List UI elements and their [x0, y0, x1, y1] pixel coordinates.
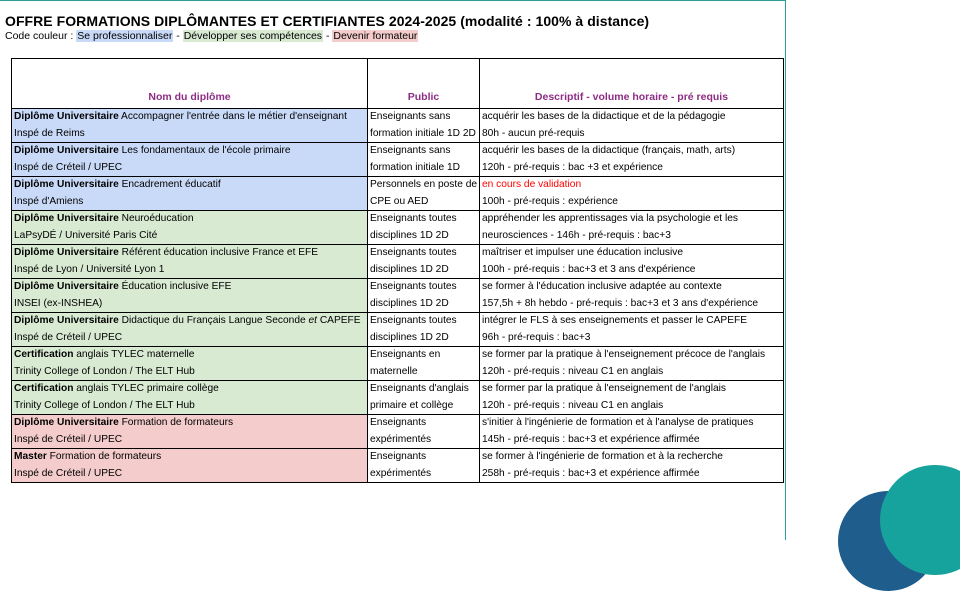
- cell-descriptif: [480, 143, 784, 177]
- institution: Inspé de Créteil / UPEC: [14, 467, 123, 479]
- table-row: [12, 449, 784, 483]
- legend-item-professionnaliser: Se professionnaliser: [77, 30, 173, 42]
- public-line-1: Enseignants toutes: [370, 213, 457, 224]
- descriptif-line-2: neurosciences - 146h - pré-requis : bac+3: [482, 229, 671, 241]
- cell-nom-diplome: [12, 381, 368, 415]
- public-line-1: Enseignants toutes: [370, 315, 457, 326]
- descriptif-line-1: acquérir les bases de la didactique et de la pédagogie: [482, 111, 726, 122]
- diploma-name: [14, 381, 365, 398]
- table-row: [12, 109, 784, 143]
- diploma-title: Référent éducation inclusive France et EFE: [118, 247, 319, 258]
- diploma-title: Formation de formateurs: [46, 451, 162, 462]
- diploma-name: [14, 279, 365, 296]
- cell-nom-diplome: [12, 177, 368, 211]
- cell-public: [368, 347, 480, 381]
- cell-descriptif: [480, 177, 784, 211]
- table-row: [12, 313, 784, 347]
- header-descriptif: Descriptif - volume horaire - pré requis: [480, 59, 784, 109]
- descriptif-line-2: 80h - aucun pré-requis: [482, 127, 585, 139]
- diploma-type: Diplôme Universitaire: [14, 315, 119, 326]
- cell-nom-diplome: [12, 109, 368, 143]
- descriptif-line-1: maîtriser et impulser une éducation inclusive: [482, 247, 684, 258]
- public-line-1: Enseignants: [370, 417, 427, 428]
- cell-nom-diplome: [12, 279, 368, 313]
- cell-public: [368, 279, 480, 313]
- diploma-name: [14, 313, 365, 330]
- public-line-1: Enseignants toutes: [370, 281, 457, 292]
- public-line-2: CPE ou AED: [370, 195, 429, 207]
- institution: Inspé de Reims: [14, 127, 85, 139]
- public-line-1: Personnels en poste de: [370, 179, 478, 190]
- public-line-2: formation initiale 1D 2D: [370, 127, 476, 139]
- cell-nom-diplome: [12, 415, 368, 449]
- cell-nom-diplome: [12, 245, 368, 279]
- institution: Inspé de Créteil / UPEC: [14, 433, 123, 445]
- cell-descriptif: [480, 381, 784, 415]
- public-line-2: disciplines 1D 2D: [370, 229, 449, 241]
- descriptif-line-1: se former par la pratique à l'enseignement de l'anglais: [482, 383, 727, 394]
- cell-public: [368, 109, 480, 143]
- descriptif-line-1: se former à l'ingénierie de formation et à la recherche: [482, 451, 723, 462]
- cell-descriptif: [480, 279, 784, 313]
- table-header-row: [12, 59, 784, 109]
- institution: INSEI (ex-INSHEA): [14, 297, 103, 309]
- public-line-1: Enseignants toutes: [370, 247, 457, 258]
- table-row: [12, 245, 784, 279]
- descriptif-line-1: acquérir les bases de la didactique (français, math, arts): [482, 145, 736, 156]
- legend-item-formateur: Devenir formateur: [333, 30, 418, 42]
- cell-descriptif: [480, 449, 784, 483]
- public-line-2: disciplines 1D 2D: [370, 297, 449, 309]
- public-line-1: Enseignants sans: [370, 111, 451, 122]
- color-legend: [5, 30, 418, 42]
- cell-nom-diplome: [12, 143, 368, 177]
- public-line-2: expérimentés: [370, 467, 432, 479]
- descriptif-line-1: s'initier à l'ingénierie de formation et à l'analyse de pratiques: [482, 417, 754, 428]
- table-body: [12, 109, 784, 483]
- diploma-name: [14, 143, 365, 160]
- cell-public: [368, 177, 480, 211]
- diploma-name: [14, 211, 365, 228]
- table-row: [12, 415, 784, 449]
- institution: Inspé de Créteil / UPEC: [14, 331, 123, 343]
- public-line-2: expérimentés: [370, 433, 432, 445]
- diploma-title: anglais TYLEC primaire collège: [73, 383, 219, 394]
- cell-nom-diplome: [12, 449, 368, 483]
- cell-nom-diplome: [12, 347, 368, 381]
- descriptif-line-2: 120h - pré-requis : bac +3 et expérience: [482, 161, 663, 173]
- descriptif-line-2: 145h - pré-requis : bac+3 et expérience affirmée: [482, 433, 700, 445]
- descriptif-line-2: 100h - pré-requis : expérience: [482, 195, 618, 207]
- table-row: [12, 177, 784, 211]
- cell-public: [368, 245, 480, 279]
- cell-public: [368, 143, 480, 177]
- descriptif-line-2: 157,5h + 8h hebdo - pré-requis : bac+3 et 3 ans d'expérience: [482, 297, 759, 309]
- formations-table: [11, 58, 784, 483]
- descriptif-line-2: 100h - pré-requis : bac+3 et 3 ans d'expérience: [482, 263, 696, 275]
- public-line-2: disciplines 1D 2D: [370, 331, 449, 343]
- cell-descriptif: [480, 347, 784, 381]
- table-row: [12, 279, 784, 313]
- institution: Inspé de Créteil / UPEC: [14, 161, 123, 173]
- institution: LaPsyDÉ / Université Paris Cité: [14, 229, 158, 241]
- diploma-type: Diplôme Universitaire: [14, 111, 119, 122]
- diploma-name: [14, 109, 365, 126]
- descriptif-line-1: en cours de validation: [482, 179, 582, 190]
- header-public: Public: [368, 59, 480, 109]
- cell-public: [368, 381, 480, 415]
- diploma-type: Diplôme Universitaire: [14, 281, 119, 292]
- descriptif-line-1: intégrer le FLS à ses enseignements et passer le CAPEFE: [482, 315, 748, 326]
- public-line-2: formation initiale 1D: [370, 161, 461, 173]
- diploma-title: Éducation inclusive EFE: [118, 281, 232, 292]
- legend-separator: -: [173, 30, 183, 42]
- descriptif-line-1: se former à l'éducation inclusive adaptée au contexte: [482, 281, 722, 292]
- page-title: OFFRE FORMATIONS DIPLÔMANTES ET CERTIFIANTES 2024-2025 (modalité : 100% à distance): [5, 13, 650, 29]
- cell-descriptif: [480, 109, 784, 143]
- diploma-type: Diplôme Universitaire: [14, 247, 119, 258]
- diploma-type: Certification: [14, 349, 74, 360]
- cell-descriptif: [480, 211, 784, 245]
- descriptif-line-2: 120h - pré-requis : niveau C1 en anglais: [482, 399, 664, 411]
- public-line-1: Enseignants en: [370, 349, 441, 360]
- cell-descriptif: [480, 415, 784, 449]
- diploma-type: Certification: [14, 383, 74, 394]
- public-line-1: Enseignants d'anglais: [370, 383, 469, 394]
- diploma-title: Neuroéducation: [118, 213, 194, 224]
- header-nom-diplome: Nom du diplôme: [12, 59, 368, 109]
- diploma-title-tail: CAPEFE: [316, 315, 361, 326]
- public-line-1: Enseignants: [370, 451, 427, 462]
- table-row: [12, 381, 784, 415]
- public-line-1: Enseignants sans: [370, 145, 451, 156]
- descriptif-line-2: 96h - pré-requis : bac+3: [482, 331, 591, 343]
- cell-public: [368, 449, 480, 483]
- descriptif-line-2: 120h - pré-requis : niveau C1 en anglais: [482, 365, 664, 377]
- diploma-title: Accompagner l'entrée dans le métier d'enseignant: [118, 111, 347, 122]
- descriptif-line-1: appréhender les apprentissages via la psychologie et les: [482, 213, 738, 224]
- diploma-type: Diplôme Universitaire: [14, 145, 119, 156]
- diploma-type: Master: [14, 451, 47, 462]
- legend-separator: -: [323, 30, 333, 42]
- diploma-type: Diplôme Universitaire: [14, 213, 119, 224]
- institution: Inspé de Lyon / Université Lyon 1: [14, 263, 165, 275]
- diploma-name: [14, 347, 365, 364]
- cell-descriptif: [480, 245, 784, 279]
- diploma-name: [14, 415, 365, 432]
- diploma-title: Encadrement éducatif: [118, 179, 221, 190]
- cell-public: [368, 211, 480, 245]
- diploma-name: [14, 177, 365, 194]
- legend-item-competences: Développer ses compétences: [183, 30, 323, 42]
- table-row: [12, 143, 784, 177]
- diploma-title: Formation de formateurs: [118, 417, 234, 428]
- cell-nom-diplome: [12, 313, 368, 347]
- descriptif-line-2: 258h - pré-requis : bac+3 et expérience affirmée: [482, 467, 700, 479]
- institution: Trinity College of London / The ELT Hub: [14, 399, 195, 411]
- institution: Trinity College of London / The ELT Hub: [14, 365, 195, 377]
- diploma-type: Diplôme Universitaire: [14, 417, 119, 428]
- diploma-title: Didactique du Français Langue Seconde: [118, 315, 309, 326]
- public-line-2: primaire et collège: [370, 399, 454, 411]
- descriptif-line-1: se former par la pratique à l'enseignement précoce de l'anglais: [482, 349, 766, 360]
- cell-public: [368, 313, 480, 347]
- diploma-title: Les fondamentaux de l'école primaire: [118, 145, 291, 156]
- cell-descriptif: [480, 313, 784, 347]
- cell-nom-diplome: [12, 211, 368, 245]
- legend-prefix: Code couleur :: [5, 30, 77, 42]
- diploma-name: [14, 449, 365, 466]
- diploma-title-italic: et: [308, 315, 317, 326]
- diploma-title: anglais TYLEC maternelle: [73, 349, 195, 360]
- diploma-type: Diplôme Universitaire: [14, 179, 119, 190]
- table-row: [12, 211, 784, 245]
- table-row: [12, 347, 784, 381]
- cell-public: [368, 415, 480, 449]
- institution: Inspé d'Amiens: [14, 195, 84, 207]
- public-line-2: disciplines 1D 2D: [370, 263, 449, 275]
- diploma-name: [14, 245, 365, 262]
- public-line-2: maternelle: [370, 365, 418, 377]
